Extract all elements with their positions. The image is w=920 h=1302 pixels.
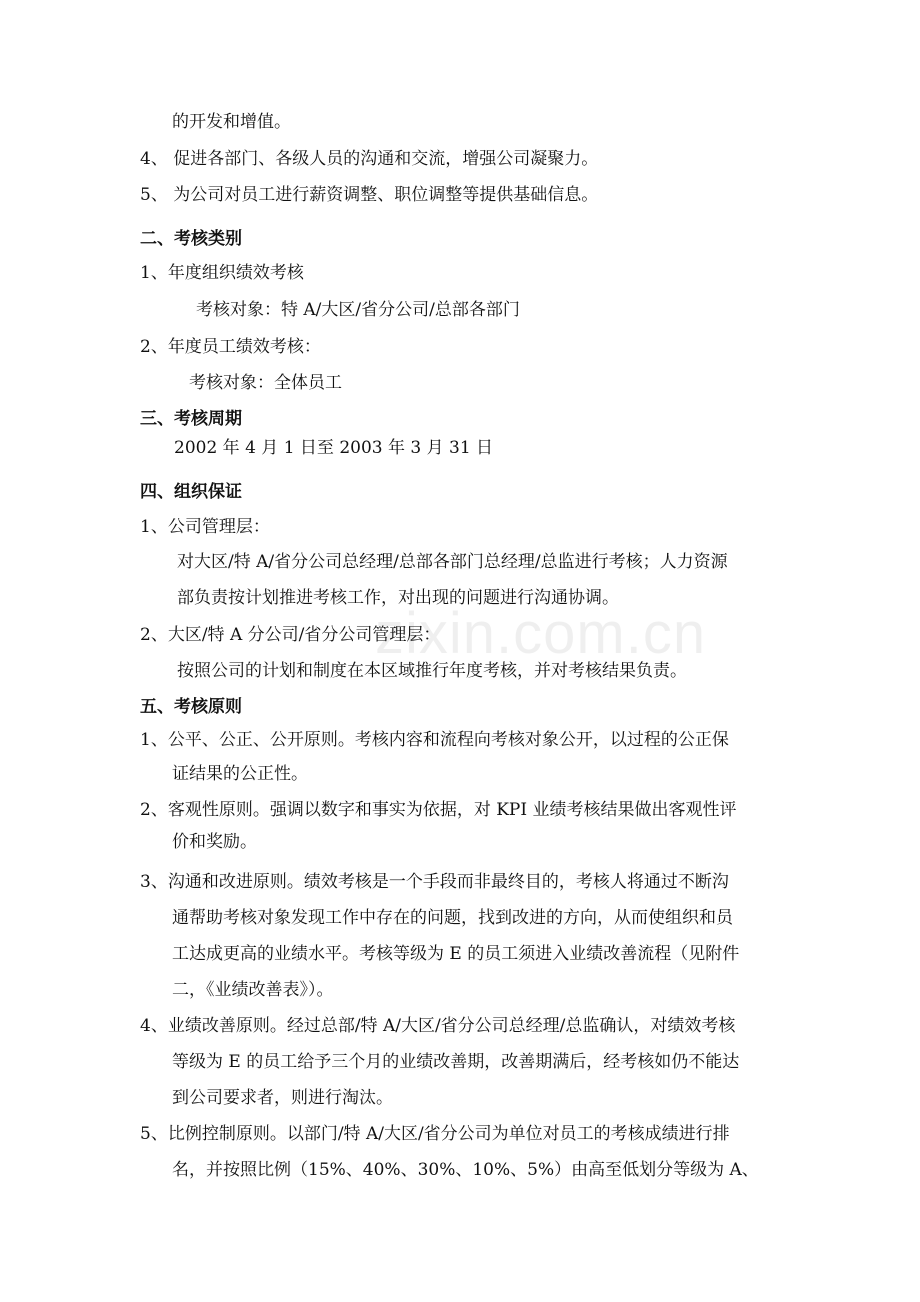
intro-item-5: 5、 为公司对员工进行薪资调整、职位调整等提供基础信息。 [140, 185, 599, 205]
principle-1-line-1: 1、公平、公正、公开原则。考核内容和流程向考核对象公开，以过程的公正保 [140, 730, 729, 750]
principle-5-line-2: 名，并按照比例（15%、40%、30%、10%、5%）由高至低划分等级为 A、 [172, 1160, 759, 1180]
section-heading-period: 三、考核周期 [140, 409, 242, 429]
watermark: zixin.com.cn [375, 601, 707, 666]
principle-3-line-4: 二，《业绩改善表》）。 [172, 980, 334, 1000]
principle-4-line-2: 等级为 E 的员工给予三个月的业绩改善期，改善期满后，经考核如仍不能达 [172, 1052, 740, 1072]
section-heading-organization: 四、组织保证 [140, 482, 242, 502]
principle-3-line-2: 通帮助考核对象发现工作中存在的问题，找到改进的方向，从而使组织和员 [172, 908, 733, 928]
org-item-1: 1、公司管理层： [140, 517, 270, 537]
principle-4-line-1: 4、业绩改善原则。经过总部/特 A/大区/省分公司总经理/总监确认，对绩效考核 [140, 1016, 736, 1036]
principle-3-line-1: 3、沟通和改进原则。绩效考核是一个手段而非最终目的，考核人将通过不断沟 [140, 872, 729, 892]
principle-4-line-3: 到公司要求者，则进行淘汰。 [172, 1088, 393, 1108]
assessment-period: 2002 年 4 月 1 日至 2003 年 3 月 31 日 [174, 438, 494, 458]
category-item-1: 1、年度组织绩效考核 [140, 263, 304, 283]
intro-item-4: 4、 促进各部门、各级人员的沟通和交流，增强公司凝聚力。 [140, 149, 599, 169]
org-item-2: 2、大区/特 A 分公司/省分公司管理层： [140, 625, 441, 645]
section-heading-categories: 二、考核类别 [140, 229, 242, 249]
intro-continuation: 的开发和增值。 [172, 112, 291, 132]
org-item-1-body-line-2: 部负责按计划推进考核工作，对出现的问题进行沟通协调。 [177, 588, 619, 608]
org-item-1-body-line-1: 对大区/特 A/省分公司总经理/总部各部门总经理/总监进行考核；人力资源 [177, 552, 728, 572]
principle-1-line-2: 证结果的公正性。 [172, 764, 308, 784]
principle-2-line-2: 价和奖励。 [172, 832, 257, 852]
principle-5-line-1: 5、比例控制原则。以部门/特 A/大区/省分公司为单位对员工的考核成绩进行排 [140, 1124, 730, 1144]
category-item-1-target: 考核对象：特 A/大区/省分公司/总部各部门 [196, 300, 520, 320]
org-item-2-body: 按照公司的计划和制度在本区域推行年度考核，并对考核结果负责。 [177, 661, 687, 681]
category-item-2: 2、年度员工绩效考核： [140, 337, 321, 357]
principle-2-line-1: 2、客观性原则。强调以数字和事实为依据，对 KPI 业绩考核结果做出客观性评 [140, 800, 737, 820]
principle-3-line-3: 工达成更高的业绩水平。考核等级为 E 的员工须进入业绩改善流程（见附件 [172, 944, 740, 964]
category-item-2-target: 考核对象：全体员工 [189, 373, 342, 393]
section-heading-principles: 五、考核原则 [140, 697, 242, 717]
